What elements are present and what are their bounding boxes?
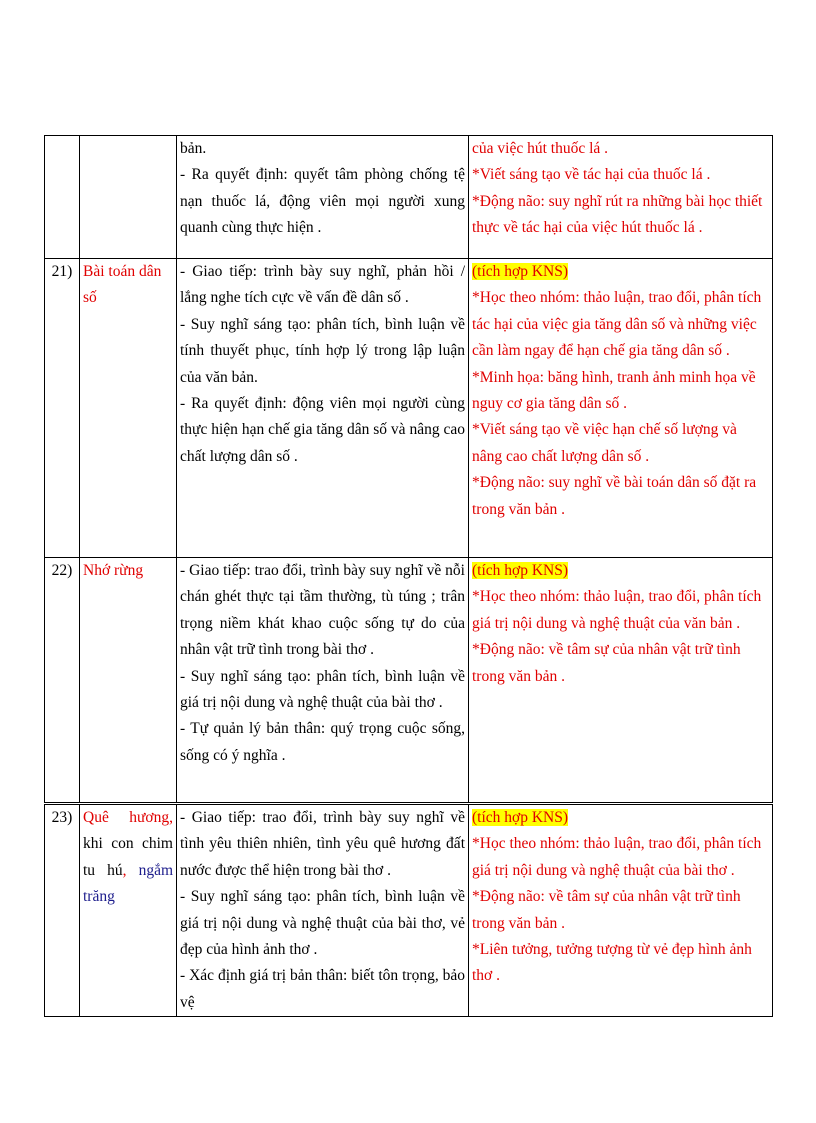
skill-item: - Tự quản lý bản thân: quý trọng cuộc sống, sống có ý nghĩa . — [180, 720, 465, 764]
method-item: *Liên tưởng, tưởng tượng từ vẻ đẹp hình ảnh thơ . — [472, 941, 752, 985]
methods-cell — [469, 136, 773, 259]
method-item: *Học theo nhóm: thảo luận, trao đổi, phân tích giá trị nội dung và nghệ thuật của bài thơ . — [472, 835, 762, 879]
lesson-title — [80, 558, 177, 804]
row-number: 21) — [45, 259, 80, 558]
skills-cell — [177, 259, 469, 558]
lesson-title-part: , — [122, 861, 127, 879]
method-item: *Viết sáng tạo về tác hại của thuốc lá . — [472, 166, 711, 184]
row-number — [45, 136, 80, 259]
method-item: *Động não: suy nghĩ về bài toán dân số đặt ra trong văn bản . — [472, 474, 757, 518]
table-row — [45, 136, 773, 259]
skill-item: - Xác định giá trị bản thân: biết tôn trọng, bảo vệ — [180, 967, 465, 1011]
method-item: *Động não: suy nghĩ rút ra những bài học thiết thực về tác hại của việc hút thuốc lá . — [472, 192, 763, 237]
skill-item: - Ra quyết định: quyết tâm phòng chống tệ nạn thuốc lá, động viên mọi người xung quanh cùng thực hiện . — [180, 166, 465, 237]
skills-cell — [177, 136, 469, 259]
method-item: *Viết sáng tạo về việc hạn chế số lượng và nâng cao chất lượng dân số . — [472, 421, 737, 465]
method-item: *Minh họa: băng hình, tranh ảnh minh họa về nguy cơ gia tăng dân số . — [472, 368, 756, 413]
table-row — [45, 259, 773, 558]
method-item: *Động não: về tâm sự của nhân vật trữ tình trong văn bản . — [472, 641, 741, 685]
row-number: 22) — [45, 558, 80, 804]
table-row — [45, 558, 773, 804]
skill-item: - Giao tiếp: trao đổi, trình bày suy nghĩ về tình yêu thiên nhiên, tình yêu quê hương đất nước được thể hiện trong bài thơ . — [180, 809, 465, 879]
skill-item: bản. — [180, 140, 207, 157]
kns-tag: (tích hợp KNS) — [472, 809, 569, 826]
skills-cell — [177, 558, 469, 804]
row-number: 23) — [45, 804, 80, 1017]
lesson-title — [80, 804, 177, 1017]
skill-item: - Suy nghĩ sáng tạo: phân tích, bình luận về giá trị nội dung và nghệ thuật của bài thơ . — [180, 667, 465, 712]
method-item: *Học theo nhóm: thảo luận, trao đổi, phân tích tác hại của việc gia tăng dân số và những việc cần làm ngay để hạn chế gia tăng dân số . — [472, 289, 762, 360]
method-item: *Động não: về tâm sự của nhân vật trữ tình trong văn bản . — [472, 888, 741, 932]
kns-tag: (tích hợp KNS) — [472, 562, 569, 579]
method-item: của việc hút thuốc lá . — [472, 140, 609, 157]
lesson-plan-table — [44, 135, 773, 1017]
skill-item: - Suy nghĩ sáng tạo: phân tích, bình luận về giá trị nội dung và nghệ thuật của bài thơ, vẻ đẹp của hình ảnh thơ . — [180, 888, 465, 959]
skill-item: - Suy nghĩ sáng tạo: phân tích, bình luận về tính thuyết phục, tính hợp lý trong lập luận của văn bản. — [180, 315, 465, 386]
lesson-title-part: khi con chim tu hú — [83, 835, 173, 879]
method-item: *Học theo nhóm: thảo luận, trao đổi, phân tích giá trị nội dung và nghệ thuật của văn bản . — [472, 588, 762, 632]
lesson-title-part: ngắm trăng — [83, 861, 173, 906]
skills-cell — [177, 804, 469, 1017]
methods-cell — [469, 558, 773, 804]
lesson-title-text: Bài toán dân số — [83, 263, 162, 307]
table-row — [45, 804, 773, 1017]
methods-cell — [469, 804, 773, 1017]
lesson-title — [80, 259, 177, 558]
lesson-title-text: Nhớ rừng — [83, 562, 144, 579]
skill-item: - Ra quyết định: động viên mọi người cùng thực hiện hạn chế gia tăng dân số và nâng cao chất lượng dân số . — [180, 395, 465, 465]
methods-cell — [469, 259, 773, 558]
lesson-title — [80, 136, 177, 259]
skill-item: - Giao tiếp: trình bày suy nghĩ, phản hồi / lắng nghe tích cực về vấn đề dân số . — [180, 263, 465, 307]
skill-item: - Giao tiếp: trao đổi, trình bày suy nghĩ về nỗi chán ghét thực tại tầm thường, tù túng ; trân trọng niềm khát khao cuộc sống tự do của nhân vật trữ tình trong bài thơ . — [180, 562, 465, 659]
kns-tag: (tích hợp KNS) — [472, 263, 569, 280]
lesson-title-part: Quê hương, — [83, 809, 173, 826]
